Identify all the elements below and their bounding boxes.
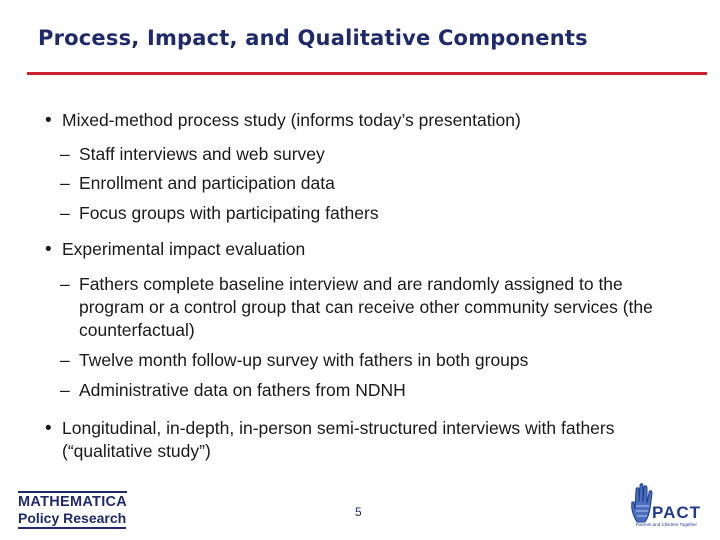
bullet-impact-evaluation xyxy=(45,238,692,261)
bullet-marker: • xyxy=(45,110,52,131)
sub-bullet-text: Enrollment and participation data xyxy=(79,173,335,193)
page-number: 5 xyxy=(355,505,362,519)
sub-bullet xyxy=(60,273,679,342)
dash-marker: – xyxy=(60,203,70,223)
bullet-process-study xyxy=(45,109,692,132)
logo-line-1: MATHEMATICA xyxy=(18,491,127,510)
dash-marker: – xyxy=(60,144,70,164)
sub-bullet xyxy=(60,202,679,225)
sub-bullet xyxy=(60,379,679,402)
bullet-text: Longitudinal, in-depth, in-person semi-structured interviews with fathers (“qualitative study”) xyxy=(62,418,615,461)
sub-bullet xyxy=(60,349,679,372)
pact-tagline: Parents and Children Together xyxy=(636,522,697,527)
bullet-qualitative-study xyxy=(45,417,692,463)
logo-line-2: Policy Research xyxy=(18,510,126,529)
bullet-text: Experimental impact evaluation xyxy=(62,239,306,259)
sub-bullet-text: Administrative data on fathers from NDNH xyxy=(79,380,406,400)
dash-marker: – xyxy=(60,173,70,193)
sub-bullet-text: Twelve month follow-up survey with fathers in both groups xyxy=(79,350,529,370)
bullet-marker: • xyxy=(45,239,52,260)
sub-bullet-text: Staff interviews and web survey xyxy=(79,144,325,164)
sub-bullet xyxy=(60,172,679,195)
pact-logo xyxy=(628,482,704,532)
bullet-text: Mixed-method process study (informs today’s presentation) xyxy=(62,110,521,130)
sub-bullet xyxy=(60,143,679,166)
dash-marker: – xyxy=(60,274,70,294)
bullet-marker: • xyxy=(45,418,52,439)
sub-bullet-text: Focus groups with participating fathers xyxy=(79,203,379,223)
pact-wordmark: PACT xyxy=(652,503,702,522)
dash-marker: – xyxy=(60,380,70,400)
slide-title: Process, Impact, and Qualitative Components xyxy=(38,26,588,50)
sub-bullet-text: Fathers complete baseline interview and are randomly assigned to the program or a control group that can receive other community services (the counterfactual) xyxy=(79,274,653,340)
mathematica-logo xyxy=(16,490,132,530)
dash-marker: – xyxy=(60,350,70,370)
